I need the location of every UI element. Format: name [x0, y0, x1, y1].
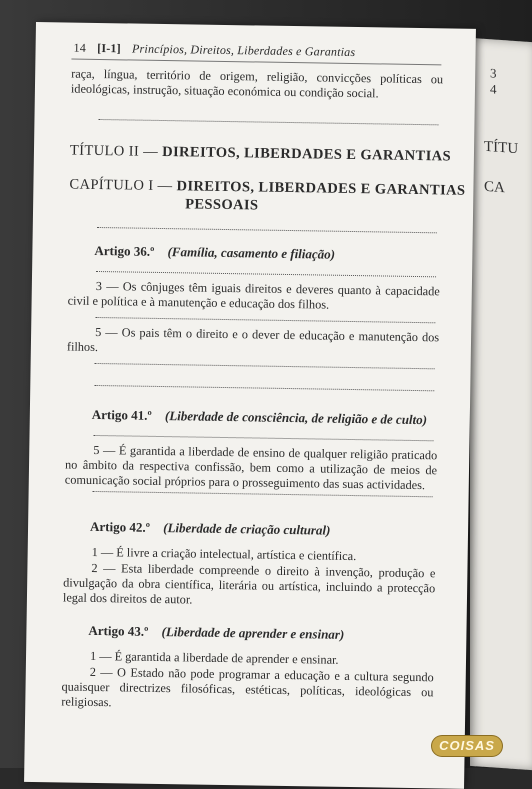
ellipsis-line: [98, 119, 438, 125]
article-paragraph: 5 — Os pais têm o direito e o dever de educação e manutenção dos filhos.: [66, 324, 440, 355]
chapter-prefix: CAPÍTULO I —: [69, 176, 173, 195]
ellipsis-line: [95, 317, 435, 323]
next-page-fragment: 3: [490, 65, 497, 81]
article-subtitle: (Família, casamento e filiação): [167, 244, 336, 262]
title-prefix: TÍTULO II —: [69, 142, 159, 160]
article-paragraph: 3 — Os cônjuges têm iguais direitos e deveres quanto à capacidade civil e política e à manutenção e educação dos filhos.: [67, 278, 440, 312]
next-page-fragment: CA: [484, 178, 505, 197]
article-paragraph: 1 — É livre a criação intelectual, artística e científica.: [91, 544, 357, 564]
title-name: DIREITOS, LIBERDADES E GARANTIAS: [162, 143, 452, 165]
article-label: Artigo 42.º: [89, 518, 151, 535]
article-heading: [94, 243, 335, 263]
title-heading: [70, 143, 451, 166]
header-title: Princípios, Direitos, Liberdades e Garantias: [131, 41, 356, 60]
article-subtitle: (Liberdade de aprender e ensinar): [161, 624, 345, 642]
chapter-name-line1: DIREITOS, LIBERDADES E GARANTIAS: [176, 178, 466, 199]
article-heading: [90, 519, 331, 539]
watermark-logo: COISAS: [432, 736, 502, 756]
chapter-heading: [69, 177, 465, 200]
ellipsis-line: [94, 385, 434, 391]
article-paragraph: 1 — É garantida a liberdade de aprender e ensinar.: [89, 648, 339, 667]
page-content: [24, 22, 476, 789]
header-rule: [71, 59, 441, 66]
ellipsis-line: [95, 363, 435, 369]
chapter-name-line2: PESSOAIS: [185, 196, 259, 214]
article-label: Artigo 43.º: [88, 622, 149, 639]
ellipsis-line: [97, 227, 437, 233]
article-paragraph: 2 — O Estado não pode programar a educação e a cultura segundo quaisquer directrizes filosóficas, estéticas, políticas, ideológicas ou religiosas.: [61, 664, 434, 710]
intro-paragraph: raça, língua, território de origem, religião, convicções políticas ou ideológicas, instrução, situação económica ou condição social.: [70, 66, 444, 101]
article-subtitle: (Liberdade de criação cultural): [163, 520, 331, 538]
article-heading: [92, 407, 427, 428]
next-page-edge: [470, 38, 532, 770]
article-paragraph: 5 — É garantida a liberdade de ensino de qualquer religião praticado no âmbito da respectiva confissão, bem como a utilização de meios de comunicação social próprios para o prosseguimento das suas actividades.: [64, 442, 438, 493]
article-label: Artigo 36.º: [94, 242, 155, 259]
next-page-fragment: 4: [490, 81, 497, 97]
ellipsis-line: [94, 435, 434, 441]
running-header: [73, 41, 355, 60]
section-code: [I-1]: [97, 40, 121, 56]
next-page-fragment: TÍTU: [484, 138, 519, 158]
book-page: [24, 22, 476, 789]
article-paragraph: 2 — Esta liberdade compreende o direito à invenção, produção e divulgação da obra científica, literária ou artística, incluindo a protecção legal dos direitos de autor.: [62, 560, 436, 607]
article-label: Artigo 41.º: [91, 406, 152, 423]
article-heading: [88, 623, 344, 643]
article-subtitle: (Liberdade de consciência, de religião e de culto): [164, 408, 428, 428]
page-number: 14: [73, 40, 87, 55]
ellipsis-line: [96, 271, 436, 277]
